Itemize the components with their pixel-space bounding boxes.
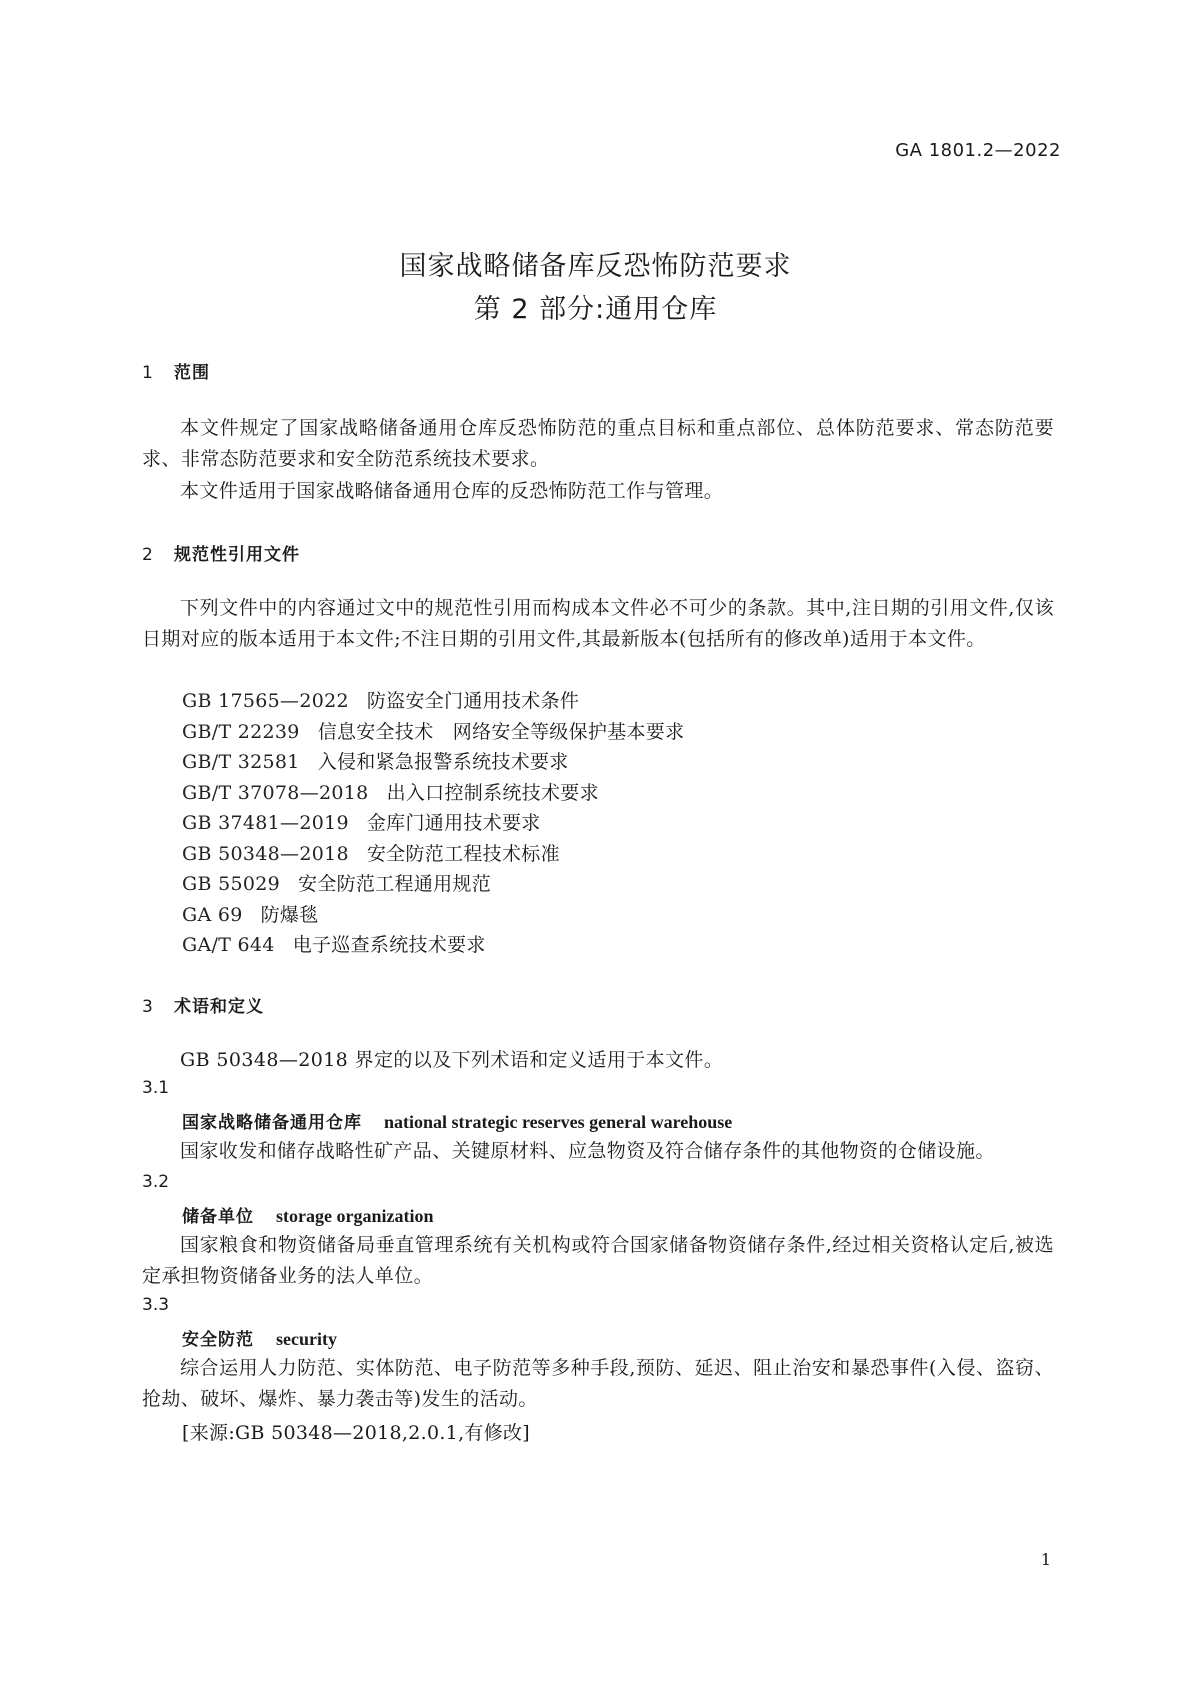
term-definition: 综合运用人力防范、实体防范、电子防范等多种手段,预防、延迟、阻止治安和暴恐事件(入侵、盗窃、抢劫、破坏、爆炸、暴力袭击等)发生的活动。 (142, 1357, 1054, 1410)
term-en: storage organization (276, 1206, 434, 1226)
reference-item (182, 808, 541, 835)
reference-code: GB/T 32581 (182, 751, 300, 773)
section-heading-references (142, 540, 300, 565)
reference-code: GB 50348—2018 (182, 843, 349, 865)
reference-title: 安全防范工程通用规范 (298, 873, 492, 895)
reference-code: GB 55029 (182, 873, 281, 895)
term-number: 3.1 (142, 1078, 170, 1098)
term-heading (182, 1202, 433, 1227)
reference-code: GB/T 22239 (182, 721, 300, 743)
reference-title: 信息安全技术 网络安全等级保护基本要求 (317, 721, 685, 743)
terms-intro: GB 50348—2018 界定的以及下列术语和定义适用于本文件。 (180, 1049, 724, 1071)
reference-code: GA 69 (182, 904, 243, 926)
reference-title: 入侵和紧急报警系统技术要求 (317, 751, 569, 773)
reference-title: 出入口控制系统技术要求 (386, 782, 599, 804)
term-number: 3.3 (142, 1295, 170, 1315)
reference-title: 防爆毯 (260, 904, 319, 926)
reference-title: 防盗安全门通用技术条件 (366, 690, 580, 712)
reference-item (182, 839, 560, 866)
reference-item (182, 778, 599, 805)
term-zh: 国家战略储备通用仓库 (182, 1113, 362, 1133)
section-title: 范围 (174, 363, 210, 383)
section-heading-terms (142, 992, 264, 1017)
reference-code: GB/T 37078—2018 (182, 782, 369, 804)
section-title: 术语和定义 (174, 997, 264, 1017)
reference-title: 电子巡查系统技术要求 (292, 934, 486, 956)
term-en: national strategic reserves general warehouse (384, 1112, 733, 1132)
reference-code: GA/T 644 (182, 934, 275, 956)
document-number: GA 1801.2—2022 (895, 140, 1061, 161)
scope-paragraph-1: 本文件规定了国家战略储备通用仓库反恐怖防范的重点目标和重点部位、总体防范要求、常态防范要求、非常态防范要求和安全防范系统技术要求。 (142, 417, 1054, 470)
section-title: 规范性引用文件 (174, 545, 300, 565)
reference-title: 金库门通用技术要求 (366, 812, 541, 834)
document-title-line2: 第 2 部分:通用仓库 (473, 294, 718, 325)
term-heading (182, 1325, 337, 1350)
reference-item (182, 717, 684, 744)
references-intro: 下列文件中的内容通过文中的规范性引用而构成本文件必不可少的条款。其中,注日期的引用文件,仅该日期对应的版本适用于本文件;不注日期的引用文件,其最新版本(包括所有的修改单)适用于本文件。 (142, 597, 1054, 650)
reference-item (182, 747, 569, 774)
reference-item (182, 686, 579, 713)
section-number: 1 (142, 363, 154, 383)
term-heading (182, 1108, 732, 1133)
term-definition: 国家粮食和物资储备局垂直管理系统有关机构或符合国家储备物资储存条件,经过相关资格认定后,被选定承担物资储备业务的法人单位。 (142, 1234, 1054, 1287)
reference-item (182, 900, 319, 927)
reference-code: GB 37481—2019 (182, 812, 349, 834)
document-title-line1: 国家战略储备库反恐怖防范要求 (399, 251, 792, 282)
term-zh: 安全防范 (182, 1330, 254, 1350)
term-definition: 国家收发和储存战略性矿产品、关键原材料、应急物资及符合储存条件的其他物资的仓储设施。 (180, 1140, 995, 1162)
term-en: security (276, 1329, 337, 1349)
scope-paragraph-2: 本文件适用于国家战略储备通用仓库的反恐怖防范工作与管理。 (180, 480, 724, 502)
section-heading-scope (142, 358, 210, 383)
term-number: 3.2 (142, 1172, 170, 1192)
term-zh: 储备单位 (182, 1207, 254, 1227)
reference-item (182, 930, 486, 957)
reference-code: GB 17565—2022 (182, 690, 349, 712)
reference-item (182, 869, 491, 896)
reference-title: 安全防范工程技术标准 (366, 843, 560, 865)
term-source: [来源:GB 50348—2018,2.0.1,有修改] (182, 1422, 531, 1444)
page-number: 1 (1040, 1550, 1051, 1569)
section-number: 2 (142, 545, 154, 565)
section-number: 3 (142, 997, 154, 1017)
